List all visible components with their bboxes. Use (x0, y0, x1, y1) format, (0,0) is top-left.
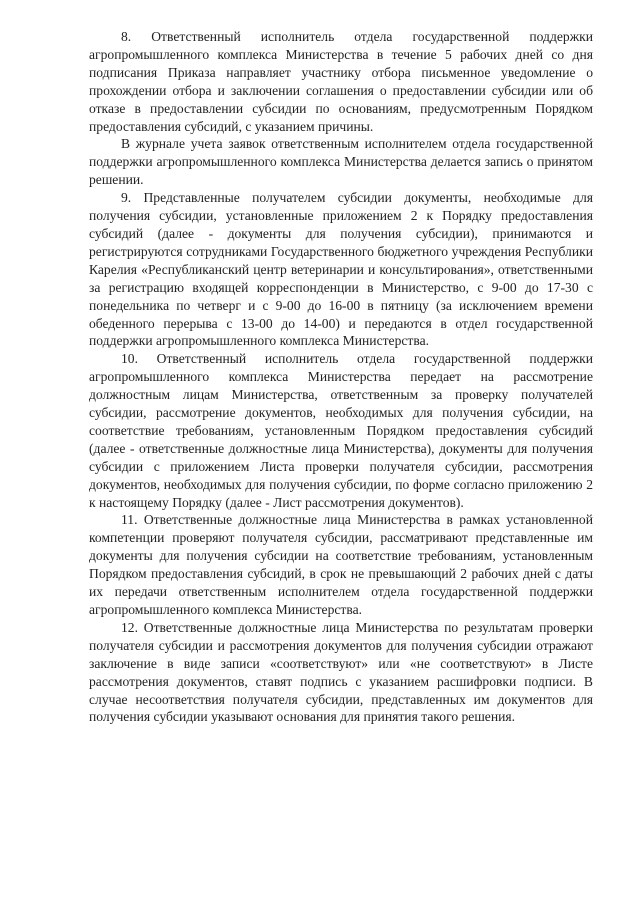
paragraph-11: 11. Ответственные должностные лица Министерства в рамках установленной компетенции проверяют получателя субсидии, рассматривают представленные им документы для получения субсидии на соответствие требованиям, установленным Порядком предоставления субсидий, в срок не превышающий 2 рабочих дней с даты их передачи ответственным исполнителем отдела государственной поддержки агропромышленного комплекса Министерства. (89, 512, 593, 617)
paragraph-10: 10. Ответственный исполнитель отдела государственной поддержки агропромышленного комплекса Министерства передает на рассмотрение должностным лицам Министерства, ответственным за проверку получателей субсидии, рассмотрение документов, необходимых для получения субсидии, на соответствие требованиям, установленным Порядком предоставления субсидий (далее - ответственные должностные лица Министерства), документы для получения субсидии с приложением Листа проверки получателя субсидии, рассмотрения документов, необходимых для получения субсидии, по форме согласно приложению 2 к настоящему Порядку (далее - Лист рассмотрения документов). (89, 351, 593, 510)
document-body (89, 28, 593, 726)
paragraph-journal-record: В журнале учета заявок ответственным исполнителем отдела государственной поддержки агропромышленного комплекса Министерства делается запись о принятом решении. (89, 136, 593, 188)
paragraph-8: 8. Ответственный исполнитель отдела государственной поддержки агропромышленного комплекса Министерства в течение 5 рабочих дней со дня подписания Приказа направляет участнику отбора письменное уведомление о прохождении отбора и заключении соглашения о предоставлении субсидии или об отказе в предоставлении субсидии по основаниям, предусмотренным Порядком предоставления субсидий, с указанием причины. (89, 29, 593, 134)
paragraph-12: 12. Ответственные должностные лица Министерства по результатам проверки получателя субсидии и рассмотрения документов для получения субсидии отражают заключение в виде записи «соответствуют» или «не соответствуют» в Листе рассмотрения документов, ставят подпись с указанием расшифровки подписи. В случае несоответствия получателя субсидии, представленных им документов для получения субсидии указывают основания для принятия такого решения. (89, 619, 593, 725)
paragraph-9: 9. Представленные получателем субсидии документы, необходимые для получения субсидии, установленные приложением 2 к Порядку предоставления субсидий (далее - документы для получения субсидии), принимаются и регистрируются сотрудниками Государственного бюджетного учреждения Республики Карелия «Республиканский центр ветеринарии и консультирования», ответственными за регистрацию входящей корреспонденции в Министерство, с 9-00 до 17-30 с понедельника по четверг и с 9-00 до 16-00 в пятницу (за исключением времени обеденного перерыва с 13-00 до 14-00) и передаются в отдел государственной поддержки агропромышленного комплекса Министерства. (89, 190, 593, 349)
